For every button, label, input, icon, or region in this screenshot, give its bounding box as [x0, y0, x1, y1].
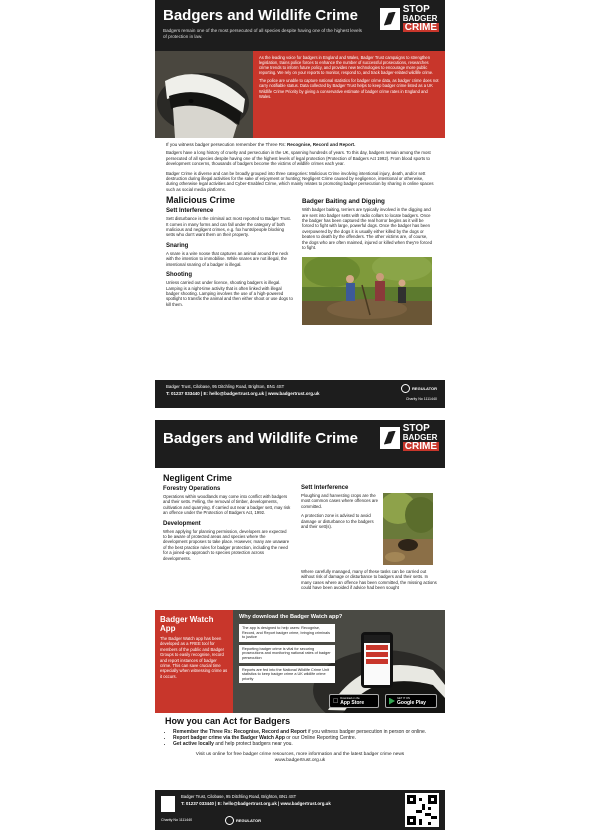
sett-interference-text: Sett disturbance is the criminal act most reported to Badger Trust. It comes in many forms and can fall under the category of both malicious and negligent crimes, e.g. fox hunts/people blocking setts who don't want them on their property.: [166, 216, 291, 238]
phone-screen: [364, 635, 390, 685]
fr-regulator-icon: [401, 384, 410, 393]
app-heading: Badger Watch App: [160, 615, 214, 633]
why-item-3: Reports are fed into the National Wildlife Crime Unit statistics to keep badger crime a UK wildlife crime priority: [239, 666, 335, 684]
leaflet-page-1: [155, 0, 445, 408]
snaring-heading: Snaring: [166, 242, 189, 249]
sett-interference-2-heading: Sett Interference: [301, 485, 349, 491]
page1-header: [155, 0, 445, 51]
page2-footer-text: [181, 794, 331, 807]
page2-header: [155, 420, 445, 468]
stop-badger-crime-label: STOP BADGER CRIME: [402, 4, 438, 33]
page1-footer-charity: Charity No 1111440: [405, 397, 437, 401]
intro-red-panel: [253, 51, 445, 138]
page2-right-column: [301, 473, 437, 591]
page2-columns: [155, 468, 445, 591]
malicious-crime-heading: Malicious Crime: [166, 195, 236, 206]
sett2-text-2: A protection zone is advised to avoid damage or disturbance to the badgers and their sett(s).: [301, 513, 374, 530]
three-rs-line: If you witness badger persecution remember the Three Rs: Recognise, Record and Report.: [166, 142, 356, 147]
act-for-badgers-section: [155, 716, 445, 764]
why-download-heading: Why download the Badger Watch app?: [239, 614, 343, 620]
development-text: When applying for planning permission, developers are expected to be aware of protected areas and species where the development proposes to take place. However, many are unaware of the best practice rules for badger protection, including the need for a joined-up approach to species protection across developments.: [163, 528, 290, 561]
page1-title: Badgers and Wildlife Crime: [163, 7, 358, 24]
badger-trust-logo-icon: [380, 8, 400, 30]
page1-footer-address: Badger Trust, Cilobase, 95 Ditchling Road, Brighton, BN1 4ST: [166, 384, 285, 389]
leaflet-page-2: [155, 420, 445, 830]
forestry-heading: Forestry Operations: [163, 486, 221, 492]
page1-right-column: [302, 195, 434, 324]
fundraising-regulator-logo-2: REGULATOR: [225, 816, 261, 825]
intro-paragraph-2: The police are unable to capture national statistics for badger crime data, as badger crime does not carry notifiable status. Data collected by Badger Trust helps to keep badger crime listed as a UK Wildlife Crime Priority by giving a conservative estimate of badger crime rates in England and Wales.: [259, 78, 439, 99]
app-description: The Badger Watch app has been developed as a FREE tool for members of the public and Badger Groups to easily recognise, record and report instances of badger crime. This can save crucial time especially when witnessing crime as it occurs.: [160, 636, 228, 679]
intro-paragraph-1: As the leading voice for badgers in England and Wales, Badger Trust campaigns to strengthen legislation, trains police forces to enhance the number of successful prosecutions, researches crime trends to inform future policy, and provides new technologies to encourage more public reporting. We rely on your reports to monitor, respond to, and track badger-related wildlife crime.: [259, 55, 434, 76]
page1-left-column: [166, 195, 294, 324]
act-list: [165, 729, 435, 748]
snaring-text: A snare is a wire noose that captures an animal around the neck with the intention to immobilise. While snares are not illegal, the intentional snaring of a badger is illegal.: [166, 250, 289, 267]
qr-code-icon[interactable]: [405, 793, 439, 827]
body-paragraph-1: Badgers have a long history of cruelty and persecution in the UK, spanning hundreds of years. To this day, badgers remain among the most persecuted of all species despite having one of the highest levels of legal protection (Protection of Badgers Act 1992). From blood sports to development concerns, thousands of badgers become the victims of wildlife crimes each year.: [166, 150, 431, 167]
app-store-button[interactable]: Download on the App Store: [329, 694, 379, 708]
act-item-2: • Report badger crime via the Badger Watch App or our Online Reporting Centre.: [173, 735, 435, 741]
closing-text: Visit us online for free badger crime resources, more information and the latest badger crime news www.badgertrust.org.uk: [195, 751, 405, 763]
body-paragraph-2: Badger Crime is diverse and can be broadly grouped into three categories: Malicious Crime involving intentional injury, death, and/or sett destruction during illegal activities for the sake of enjoyment or hunting; Negligent Crime caused by negligence, intentional or otherwise, during otherwise legal activities and Cyber-Enabled Crime, which mainly relates to promoting badger persecution by sharing in online spaces such as social media platforms.: [166, 170, 434, 192]
phone-mockup: [361, 632, 393, 688]
google-play-icon: [389, 698, 395, 705]
page1-columns: [155, 192, 445, 324]
app-red-panel: [155, 610, 233, 713]
fr-regulator-icon-2: [225, 816, 234, 825]
apple-icon: [333, 698, 338, 705]
badger-watch-app-section: [155, 610, 445, 713]
page2-title: Badgers and Wildlife Crime: [163, 430, 358, 447]
act-item-1: • Remember the Three Rs: Recognise, Record and Report if you witness badger persecution in person or online.: [173, 729, 435, 735]
badger-trust-logo-icon-2: [380, 427, 400, 449]
baiting-digging-heading: Badger Baiting and Digging: [302, 198, 385, 206]
sett-interference-heading: Sett Interference: [166, 208, 214, 215]
app-promo-panel: [233, 610, 445, 713]
stop-badger-crime-label-2: STOP BADGER CRIME: [402, 423, 438, 452]
badger-face-photo: [155, 51, 253, 138]
page1-subtitle: Badgers remain one of the most persecuted of all species despite having one of the highest levels of protection in law.: [163, 28, 362, 39]
sett2-text-block: [301, 493, 379, 565]
sett-entrance-photo: [383, 493, 433, 565]
badger-trust-footer-logo-icon: [161, 796, 175, 812]
hero-section: [155, 51, 445, 138]
page2-footer-charity: Charity No 1111440: [161, 818, 193, 822]
page2-footer: [155, 790, 445, 830]
fundraising-regulator-logo: REGULATOR: [401, 384, 437, 393]
stop-badger-crime-badge: [380, 5, 439, 32]
page2-footer-address: Badger Trust, Cilobase, 95 Ditchling Road, Brighton, BN1 4ST: [181, 794, 297, 799]
why-list: [239, 624, 335, 683]
baiting-digging-text: With badger baiting, terriers are typically involved in the digging and are sent into badger setts with radio collars to locate badgers. Once the badger has been captured the real horror begins as it will be forced to fight with large, powerful dogs. Once the badger has been overpowered by the dogs it is usually either killed by the dogs or beaten to death by the offenders. The other victims are, of course, the dogs who are often maimed, injured or killed when they're forced to fight.: [302, 207, 433, 251]
digging-scene-photo: [302, 257, 432, 325]
why-item-1: The app is designed to help users: Recognise, Record, and Report badger crime, bringing criminals to justice: [239, 624, 335, 642]
shooting-text: Unless carried out under licence, shooting badgers is illegal. Lamping is a night-time activity that is often linked with illegal badger shooting. Lamping involves the use of a high-powered spotlight to transfix the animal and then either shoot or use dogs to kill them.: [166, 280, 293, 307]
page1-footer: [155, 380, 445, 408]
act-heading: How you can Act for Badgers: [165, 716, 291, 726]
google-play-button[interactable]: GET IT ON Google Play: [385, 694, 437, 708]
page2-left-column: [163, 473, 291, 591]
act-item-3: • Get active locally and help protect badgers near you.: [173, 741, 435, 747]
sett2-text-3: Where carefully managed, many of these tasks can be carried out without risk of damage or disturbance to badgers and their setts. In many cases where an offence has been committed, the missing actions could have been avoided if advice had been sought: [301, 569, 437, 591]
page1-footer-contact: T: 01237 033440 | E: hello@badgertrust.org.uk | www.badgertrust.org.uk: [166, 391, 320, 397]
forestry-text: Operations within woodlands may come into conflict with badgers and their setts. Felling, the removal of timber, developments, cultivation and quarrying. If carried out near a badger sett, may risk an offence under the Protection of Badgers Act, 1992.: [163, 494, 291, 516]
development-heading: Development: [163, 520, 201, 527]
sett2-row: [301, 493, 437, 565]
page2-footer-contact: T: 01237 033440 | E: hello@badgertrust.org.uk | www.badgertrust.org.uk: [181, 801, 331, 807]
stop-badger-crime-badge-2: [380, 424, 439, 451]
negligent-crime-heading: Negligent Crime: [163, 473, 233, 483]
shooting-heading: Shooting: [166, 272, 192, 279]
page1-body: [155, 138, 445, 192]
why-item-2: Reporting badger crime is vital for securing prosecutions and monitoring national rates of badger persecution: [239, 645, 335, 663]
sett2-text-1: Ploughing and harvesting crops are the most common cases where offences are committed.: [301, 493, 379, 509]
